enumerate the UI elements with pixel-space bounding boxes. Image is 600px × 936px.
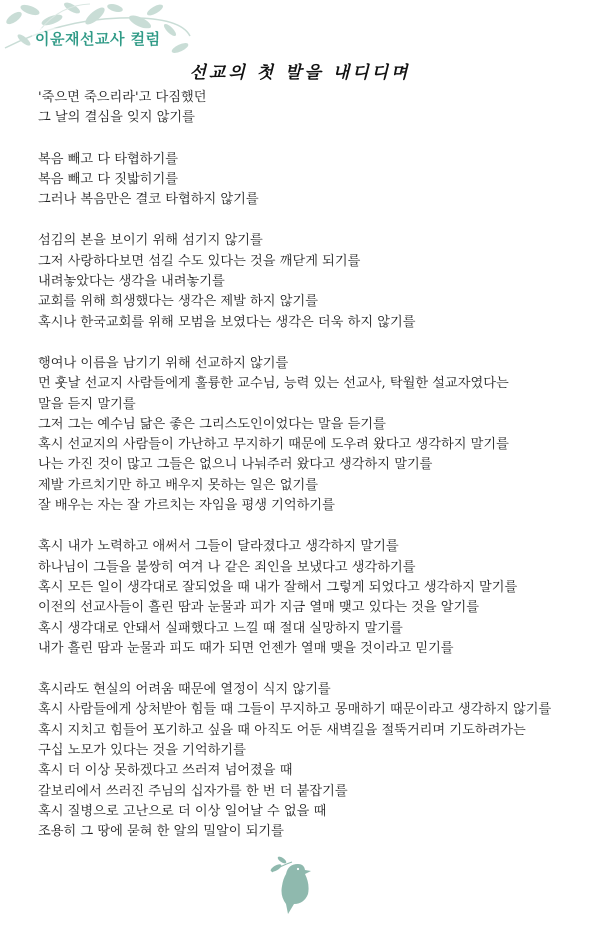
poem-stanza (38, 231, 588, 332)
poem-line: 그 날의 결심을 잊지 않기를 (38, 110, 195, 126)
poem-line: 복음 빼고 다 짓밟히기를 (38, 171, 178, 187)
poem-line: 잘 배우는 자는 잘 가르치는 자임을 평생 기억하기를 (38, 498, 335, 514)
poem-line: 혹시라도 현실의 어려움 때문에 열정이 식지 않기를 (38, 682, 331, 698)
poem-line: 갈보리에서 쓰러진 주님의 십자가를 한 번 더 붙잡기를 (38, 783, 348, 799)
poem-line: 교회를 위해 희생했다는 생각은 제발 하지 않기를 (38, 294, 318, 310)
poem-stanza (38, 537, 588, 659)
poem-line: '죽으면 죽으리라'고 다짐했던 (38, 90, 207, 105)
poem-line: 혹시 생각대로 안돼서 실패했다고 느낄 때 절대 실망하지 말기를 (38, 620, 403, 636)
poem-line: 말을 듣지 말기를 (38, 396, 136, 412)
poem-line: 그저 사랑하다보면 섬길 수도 있다는 것을 깨닫게 되기를 (38, 253, 361, 269)
column-label: 이윤재선교사 컬럼 (32, 28, 164, 49)
poem-stanza (38, 150, 588, 211)
poem-stanza (38, 354, 588, 516)
poem-line: 혹시 지치고 힘들어 포기하고 싶을 때 아직도 어둔 새벽길을 절뚝거리며 기도하려가는 (38, 722, 526, 738)
poem-line: 그러나 복음만은 결코 타협하지 않기를 (38, 192, 259, 208)
poem-line: 행여나 이름을 남기기 위해 선교하지 않기를 (38, 355, 289, 371)
poem-line: 나는 가진 것이 많고 그들은 없으니 나눠주러 왔다고 생각하지 말기를 (38, 457, 433, 473)
poem-line: 복음 빼고 다 타협하기를 (38, 151, 178, 167)
poem-line: 혹시 선교지의 사람들이 가난하고 무지하기 때문에 도우려 왔다고 생각하지 말기를 (38, 437, 509, 453)
poem-line: 혹시 모든 일이 생각대로 잘되었을 때 내가 잘해서 그렇게 되었다고 생각하지 말기를 (38, 579, 518, 595)
poem-line: 혹시 질병으로 고난으로 더 이상 일어날 수 없을 때 (38, 803, 327, 819)
poem-line: 제발 가르치기만 하고 배우지 못하는 일은 없기를 (38, 477, 318, 493)
poem-line: 구십 노모가 있다는 것을 기억하기를 (38, 743, 246, 759)
poem-line: 혹시 내가 노력하고 애써서 그들이 달라졌다고 생각하지 말기를 (38, 539, 399, 555)
poem-line: 혹시 더 이상 못하겠다고 쓰러져 넘어졌을 때 (38, 763, 293, 779)
poem-line: 먼 훗날 선교지 사람들에게 훌륭한 교수님, 능력 있는 선교사, 탁월한 설교자였다는 (38, 376, 509, 392)
poem-line: 내려놓았다는 생각을 내려놓기를 (38, 274, 225, 290)
poem-line: 그저 그는 예수님 닮은 좋은 그리스도인이었다는 말을 듣기를 (38, 416, 386, 432)
poem-line: 내가 흘린 땀과 눈물과 피도 때가 되면 언젠가 열매 맺을 것이라고 믿기를 (38, 640, 454, 656)
bird-on-branch-icon (270, 852, 334, 916)
poem-stanza (38, 680, 588, 842)
page-title: 선교의 첫 발을 내디디며 (189, 63, 411, 83)
poem-line: 혹시나 한국교회를 위해 모범을 보였다는 생각은 더욱 하지 않기를 (38, 314, 416, 330)
poem-line: 혹시 사람들에게 상처받아 힘들 때 그들이 무지하고 몽매하기 때문이라고 생각하지 않기를 (38, 702, 552, 718)
poem-line: 조용히 그 땅에 묻혀 한 알의 밀알이 되기를 (38, 824, 284, 840)
poem-line: 섬김의 본을 보이기 위해 섬기지 않기를 (38, 233, 263, 249)
poem-line: 이전의 선교사들이 흘린 땀과 눈물과 피가 지금 열매 맺고 있다는 것을 알기를 (38, 600, 480, 616)
poem-stanza (38, 88, 588, 129)
poem-body (38, 88, 588, 864)
poem-line: 하나님이 그들을 불쌍히 여겨 나 같은 죄인을 보냈다고 생각하기를 (38, 559, 416, 575)
